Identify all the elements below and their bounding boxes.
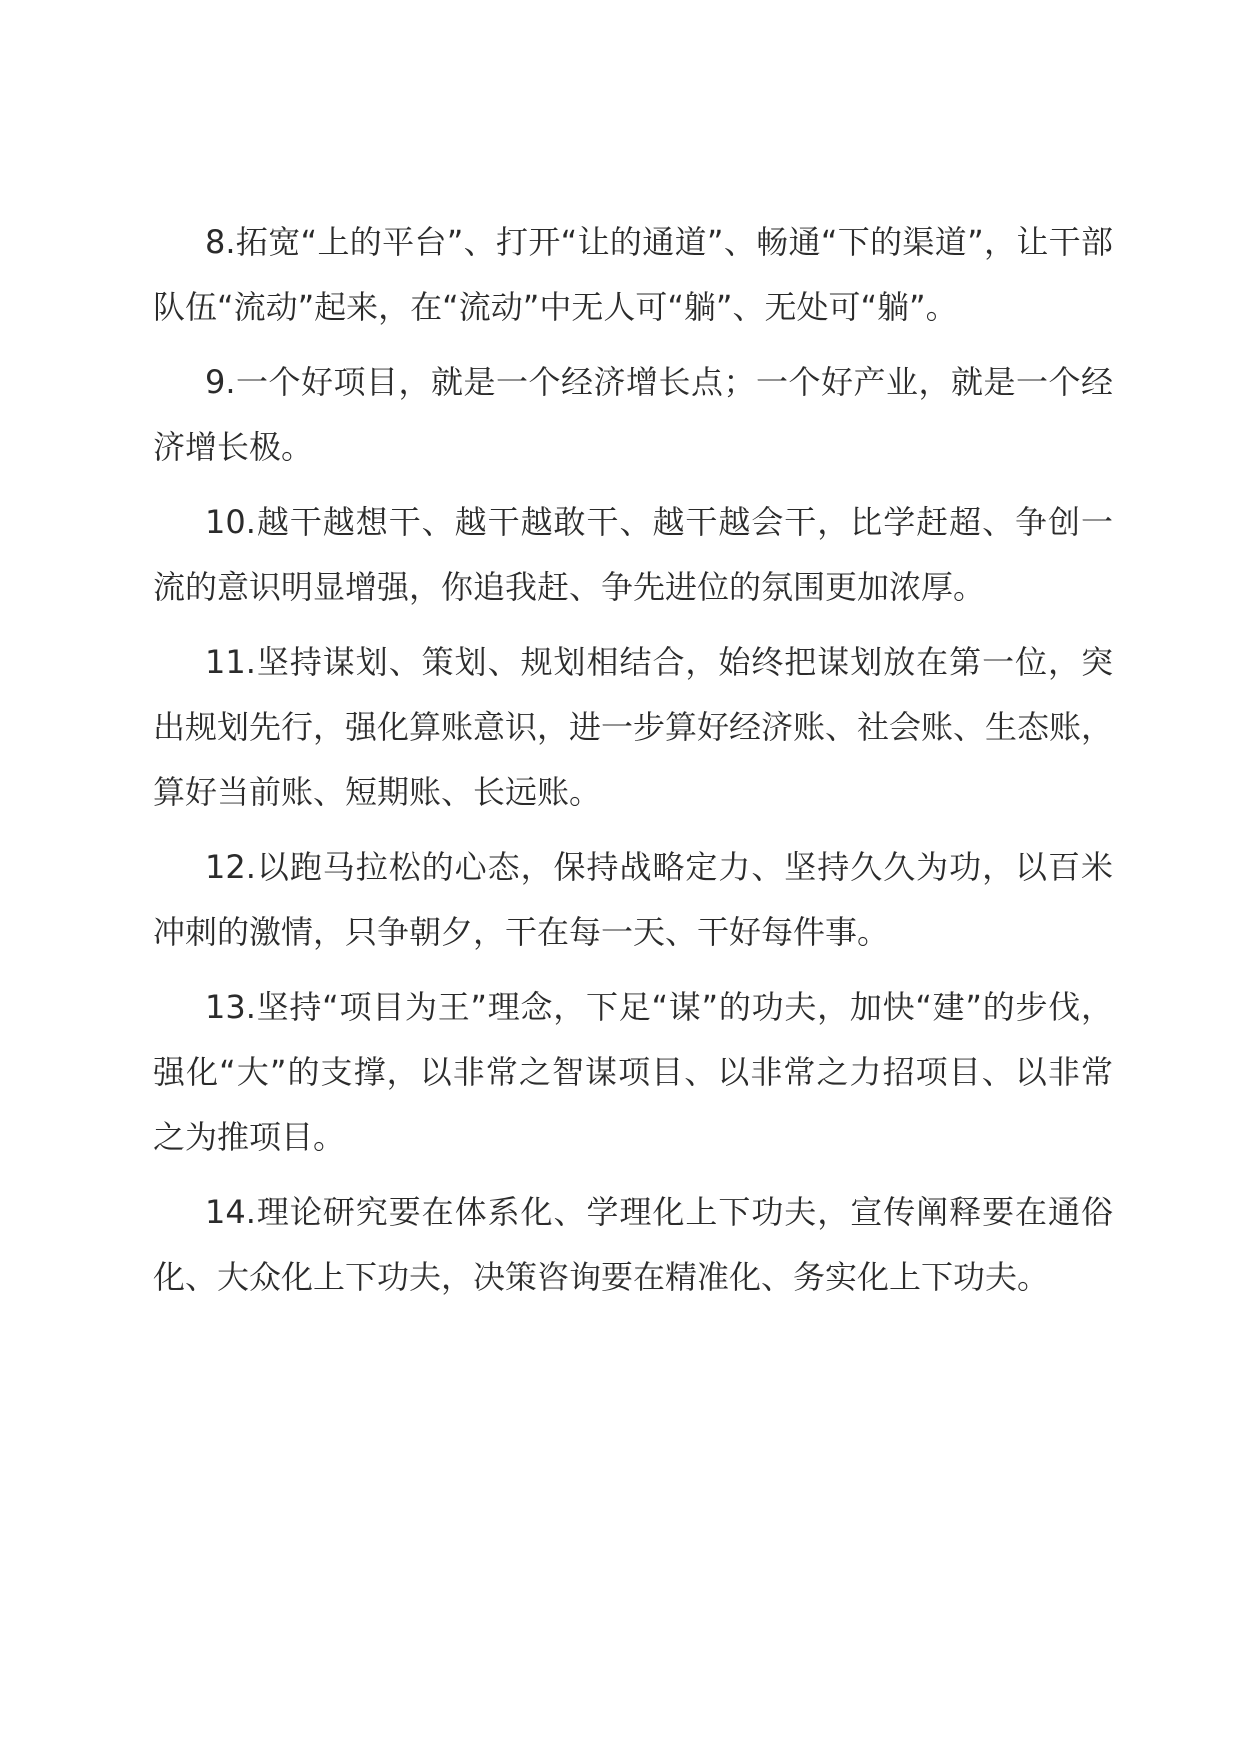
paragraph-9: 9.一个好项目，就是一个经济增长点；一个好产业，就是一个经济增长极。 <box>153 363 1113 466</box>
paragraph-10: 10.越干越想干、越干越敢干、越干越会干，比学赶超、争创一流的意识明显增强，你追我赶、争先进位的氛围更加浓厚。 <box>153 503 1113 606</box>
paragraph-13: 13.坚持“项目为王”理念，下足“谋”的功夫，加快“建”的步伐，强化“大”的支撑，以非常之智谋项目、以非常之力招项目、以非常之为推项目。 <box>153 988 1113 1156</box>
paragraph-12: 12.以跑马拉松的心态，保持战略定力、坚持久久为功，以百米冲刺的激情，只争朝夕，干在每一天、干好每件事。 <box>153 848 1113 951</box>
paragraph-14: 14.理论研究要在体系化、学理化上下功夫，宣传阐释要在通俗化、大众化上下功夫，决策咨询要在精准化、务实化上下功夫。 <box>153 1193 1113 1296</box>
paragraph-11: 11.坚持谋划、策划、规划相结合，始终把谋划放在第一位，突出规划先行，强化算账意识，进一步算好经济账、社会账、生态账，算好当前账、短期账、长远账。 <box>153 643 1114 811</box>
document-page <box>153 210 1113 1320</box>
paragraph-8: 8.拓宽“上的平台”、打开“让的通道”、畅通“下的渠道”，让干部队伍“流动”起来，在“流动”中无人可“躺”、无处可“躺”。 <box>153 223 1113 326</box>
